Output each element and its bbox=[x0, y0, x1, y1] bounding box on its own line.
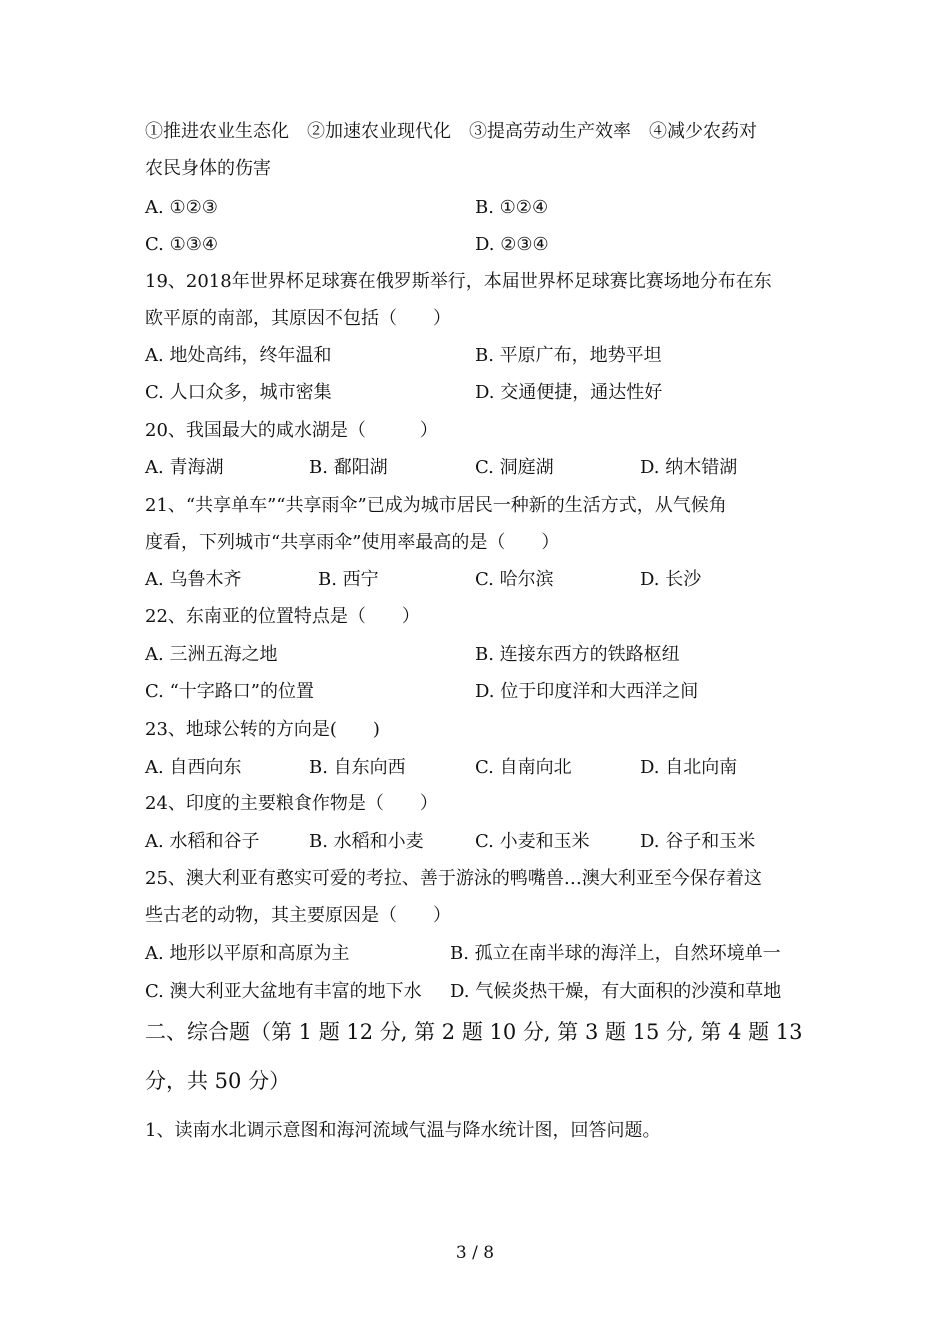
question-text: ①推进农业生态化 ②加速农业现代化 ③提高劳动生产效率 ④减少农药对 bbox=[145, 121, 757, 142]
option-c: C. ①③④ bbox=[145, 234, 218, 255]
question-text: 1、读南水北调示意图和海河流域气温与降水统计图，回答问题。 bbox=[145, 1120, 661, 1141]
option-c: C. “十字路口”的位置 bbox=[145, 681, 314, 702]
option-d: D. 纳木错湖 bbox=[640, 457, 738, 478]
option-d: D. ②③④ bbox=[475, 234, 549, 255]
question-text: 欧平原的南部，其原因不包括（ ） bbox=[145, 308, 451, 329]
option-a: A. ①②③ bbox=[145, 197, 218, 218]
option-d: D. 长沙 bbox=[640, 569, 702, 590]
question-21: 21、“共享单车”“共享雨伞”已成为城市居民一种新的生活方式，从气候角 bbox=[145, 495, 727, 516]
question-24: 24、印度的主要粮食作物是（ ） bbox=[145, 793, 438, 814]
option-c: C. 小麦和玉米 bbox=[475, 831, 590, 852]
option-d: D. 交通便捷，通达性好 bbox=[475, 382, 663, 403]
option-a: A. 自西向东 bbox=[145, 757, 242, 778]
option-c: C. 洞庭湖 bbox=[475, 457, 554, 478]
question-text: 些古老的动物，其主要原因是（ ） bbox=[145, 905, 451, 926]
option-b: B. 水稻和小麦 bbox=[309, 831, 424, 852]
option-c: C. 澳大利亚大盆地有丰富的地下水 bbox=[145, 981, 422, 1002]
question-text: 农民身体的伤害 bbox=[145, 158, 271, 179]
question-23: 23、地球公转的方向是( ) bbox=[145, 719, 380, 740]
option-a: A. 青海湖 bbox=[145, 457, 224, 478]
question-text: 度看，下列城市“共享雨伞”使用率最高的是（ ） bbox=[145, 532, 560, 553]
option-b: B. ①②④ bbox=[475, 197, 549, 218]
option-a: A. 地处高纬，终年温和 bbox=[145, 345, 332, 366]
section-heading: 分，共 50 分） bbox=[145, 1069, 291, 1093]
option-d: D. 谷子和玉米 bbox=[640, 831, 756, 852]
option-d: D. 位于印度洋和大西洋之间 bbox=[475, 681, 699, 702]
option-d: D. 自北向南 bbox=[640, 757, 738, 778]
option-a: A. 地形以平原和高原为主 bbox=[145, 943, 350, 964]
option-b: B. 自东向西 bbox=[309, 757, 406, 778]
option-a: A. 三洲五海之地 bbox=[145, 644, 278, 665]
option-a: A. 乌鲁木齐 bbox=[145, 569, 242, 590]
option-c: C. 人口众多，城市密集 bbox=[145, 382, 332, 403]
option-b: B. 连接东西方的铁路枢纽 bbox=[475, 644, 680, 665]
page-number: 3 / 8 bbox=[455, 1243, 495, 1263]
question-20: 20、我国最大的咸水湖是（ ） bbox=[145, 420, 438, 441]
question-25: 25、澳大利亚有憨实可爱的考拉、善于游泳的鸭嘴兽…澳大利亚至今保存着这 bbox=[145, 868, 762, 889]
section-heading: 二、综合题（第 1 题 12 分, 第 2 题 10 分, 第 3 题 15 分, 第 4 题 13 bbox=[145, 1020, 803, 1044]
option-d: D. 气候炎热干燥，有大面积的沙漠和草地 bbox=[450, 981, 782, 1002]
option-c: C. 哈尔滨 bbox=[475, 569, 554, 590]
option-b: B. 平原广布，地势平坦 bbox=[475, 345, 662, 366]
question-22: 22、东南亚的位置特点是（ ） bbox=[145, 606, 420, 627]
option-b: B. 鄱阳湖 bbox=[309, 457, 388, 478]
option-b: B. 西宁 bbox=[318, 569, 379, 590]
option-c: C. 自南向北 bbox=[475, 757, 572, 778]
question-19: 19、2018年世界杯足球赛在俄罗斯举行，本届世界杯足球赛比赛场地分布在东 bbox=[145, 271, 772, 292]
option-a: A. 水稻和谷子 bbox=[145, 831, 260, 852]
option-b: B. 孤立在南半球的海洋上，自然环境单一 bbox=[450, 943, 781, 964]
